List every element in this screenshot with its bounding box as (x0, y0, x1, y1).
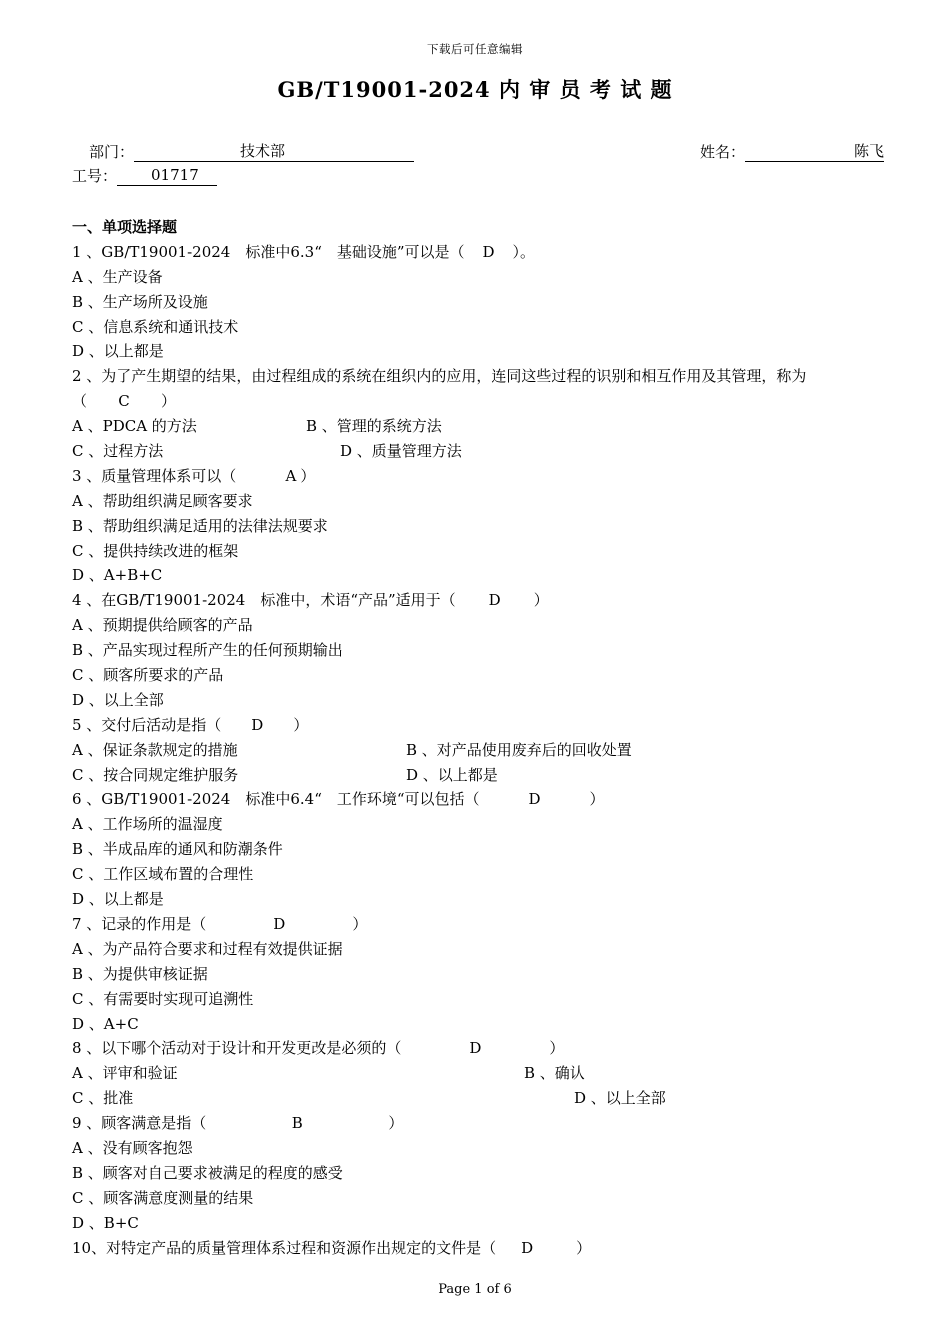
option-row (72, 414, 902, 439)
option: B 、顾客对自己要求被满足的程度的感受 (72, 1163, 343, 1182)
stem-open: （ (72, 392, 88, 411)
option: B 、为提供审核证据 (72, 964, 208, 983)
option: B 、半成品库的通风和防潮条件 (72, 840, 283, 859)
answer: D (521, 1238, 534, 1257)
option: C 、有需要时实现可追溯性 (72, 989, 254, 1008)
question-stem: 7 、记录的作用是（ (72, 914, 207, 933)
answer: D (528, 790, 541, 809)
stem-tail: ） (576, 1238, 592, 1257)
option-row (72, 738, 902, 763)
question-stem: 1 、GB/T19001-2024 标准中6.3“ 基础设施”可以是（ (72, 242, 465, 261)
option: D 、以上全部 (574, 1089, 666, 1108)
option: D 、B+C (72, 1213, 139, 1232)
option-row (72, 439, 902, 464)
answer: D (488, 591, 501, 610)
stem-tail: ） (533, 591, 549, 610)
stem-tail: ） (352, 914, 368, 933)
name-label: 姓名： (700, 143, 746, 161)
option: D 、以上都是 (406, 765, 498, 784)
option: A 、工作场所的温湿度 (72, 815, 223, 834)
question-5 (72, 713, 902, 738)
stem-tail: ） (293, 715, 309, 734)
option: D 、以上全部 (72, 690, 164, 709)
answer: B (291, 1114, 303, 1133)
option: D 、A+C (72, 1014, 139, 1033)
header-note: 下载后可任意编辑 (427, 42, 523, 56)
stem-tail: ） (161, 392, 177, 411)
id-label: 工号： (72, 167, 118, 185)
question-6 (72, 787, 902, 812)
stem-tail: ） (589, 790, 605, 809)
option: A 、评审和验证 (72, 1064, 178, 1083)
option: D 、A+B+C (72, 566, 163, 585)
question-7 (72, 912, 902, 937)
option: C 、顾客所要求的产品 (72, 666, 224, 685)
option: B 、生产场所及设施 (72, 292, 208, 311)
option: C 、批准 (72, 1089, 134, 1108)
question-stem: 9 、顾客满意是指（ (72, 1114, 207, 1133)
option-row (72, 1061, 902, 1086)
option: A 、生产设备 (72, 267, 163, 286)
dept-field (134, 142, 414, 162)
stem-tail: ）。 (512, 242, 536, 261)
option: C 、过程方法 (72, 442, 164, 461)
question-3 (72, 464, 902, 489)
option: A 、PDCA 的方法 (72, 417, 197, 436)
question-2: 2 、为了产生期望的结果，由过程组成的系统在组织内的应用，连同这些过程的识别和相互作用及其管理，称为 (72, 367, 807, 386)
answer: D (482, 242, 495, 261)
question-2-cont (72, 389, 902, 414)
answer: D (251, 715, 264, 734)
question-stem: 10、对特定产品的质量管理体系过程和资源作出规定的文件是（ (72, 1238, 497, 1257)
option-row (72, 763, 902, 788)
question-8 (72, 1036, 902, 1061)
questions-area (72, 215, 902, 1260)
option: B 、确认 (524, 1064, 585, 1083)
section-title: 一、单项选择题 (72, 218, 178, 236)
answer: D (273, 914, 286, 933)
option: A 、预期提供给顾客的产品 (72, 616, 253, 635)
dept-label: 部门： (89, 143, 135, 161)
dept-value: 技术部 (240, 142, 286, 160)
id-field (117, 166, 217, 186)
option: C 、按合同规定维护服务 (72, 765, 239, 784)
option: C 、顾客满意度测量的结果 (72, 1188, 254, 1207)
name-value: 陈飞 (854, 142, 885, 160)
option: A 、没有顾客抱怨 (72, 1138, 193, 1157)
option: B 、管理的系统方法 (306, 417, 442, 436)
question-1 (72, 240, 902, 265)
page-footer: Page 1 of 6 (438, 1282, 512, 1297)
option: C 、信息系统和通讯技术 (72, 317, 239, 336)
answer: D (469, 1039, 482, 1058)
option: D 、以上都是 (72, 342, 164, 361)
option: B 、帮助组织满足适用的法律法规要求 (72, 516, 328, 535)
page-title: GB/T19001-2024 内 审 员 考 试 题 (277, 77, 673, 102)
name-row (700, 142, 884, 162)
option: D 、以上都是 (72, 890, 164, 909)
option: C 、工作区域布置的合理性 (72, 865, 254, 884)
option: B 、对产品使用废弃后的回收处置 (406, 740, 632, 759)
question-stem: 8 、以下哪个活动对于设计和开发更改是必须的（ (72, 1039, 402, 1058)
question-stem: 4 、在GB/T19001-2024 标准中，术语“产品”适用于（ (72, 591, 456, 610)
option: D 、质量管理方法 (340, 442, 462, 461)
answer: A (285, 466, 297, 485)
stem-tail: ） (300, 466, 316, 485)
option: A 、保证条款规定的措施 (72, 740, 238, 759)
name-field (745, 142, 884, 162)
option: C 、提供持续改进的框架 (72, 541, 239, 560)
id-value: 01717 (151, 166, 199, 184)
question-9 (72, 1111, 902, 1136)
question-4 (72, 588, 902, 613)
id-row (72, 166, 217, 186)
dept-row (89, 142, 414, 162)
question-stem: 3 、质量管理体系可以（ (72, 466, 237, 485)
option: A 、为产品符合要求和过程有效提供证据 (72, 939, 343, 958)
option-row (72, 1086, 902, 1111)
option: B 、产品实现过程所产生的任何预期输出 (72, 641, 343, 660)
answer: C (118, 392, 130, 411)
question-stem: 5 、交付后活动是指（ (72, 715, 222, 734)
question-10 (72, 1236, 902, 1261)
stem-tail: ） (388, 1114, 404, 1133)
option: A 、帮助组织满足顾客要求 (72, 491, 253, 510)
question-stem: 6 、GB/T19001-2024 标准中6.4“ 工作环境“可以包括（ (72, 790, 480, 809)
stem-tail: ） (549, 1039, 565, 1058)
